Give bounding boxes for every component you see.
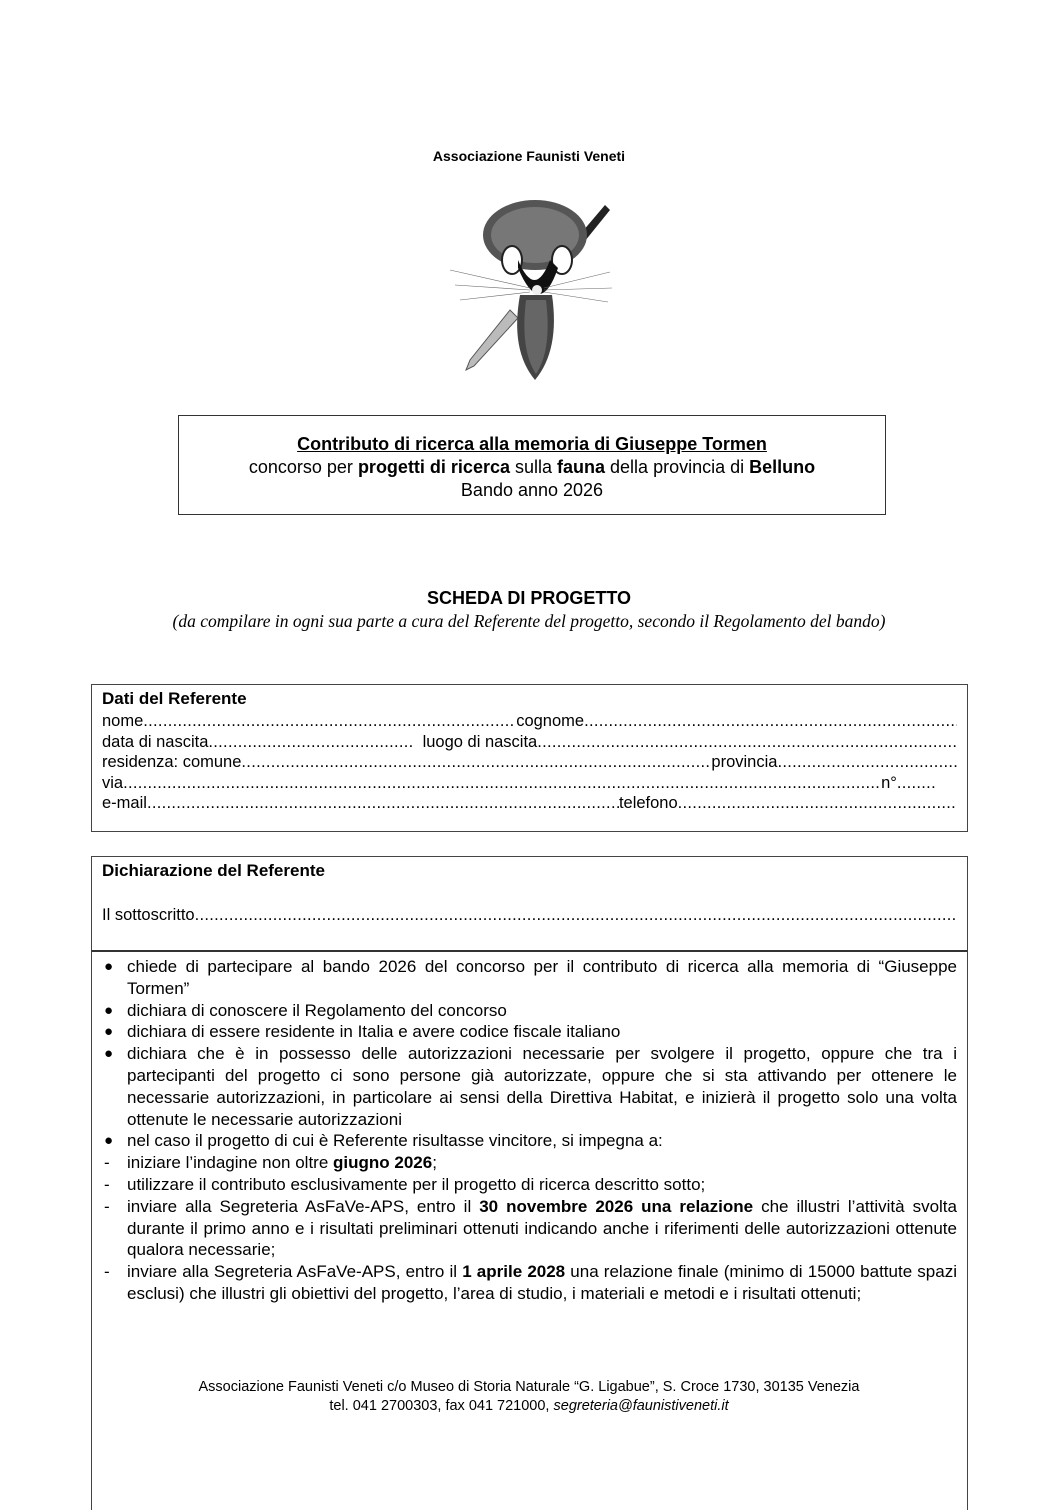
comune-label: residenza: comune xyxy=(102,753,242,771)
list-item xyxy=(102,956,957,1000)
item-text: dichiara di essere residente in Italia e avere codice fiscale italiano xyxy=(127,1022,621,1042)
telefono-label: telefono xyxy=(618,794,678,812)
list-item xyxy=(102,1043,957,1130)
organization-title: Associazione Faunisti Veneti xyxy=(432,148,626,164)
text-part-bold: 30 novembre 2026 una relazione xyxy=(479,1196,754,1216)
numero-label: n° xyxy=(881,773,897,792)
item-text: dichiara di conoscere il Regolamento del concorso xyxy=(127,1000,507,1020)
list-item xyxy=(102,1261,957,1305)
numero-field[interactable] xyxy=(897,773,935,794)
contest-year: Bando anno 2026 xyxy=(460,480,604,500)
telefono-field[interactable] xyxy=(678,793,957,814)
desc-part: concorso per xyxy=(248,457,358,477)
title-box xyxy=(178,415,886,515)
desc-part: sulla xyxy=(509,457,558,477)
list-item xyxy=(102,1174,957,1196)
declarations-list xyxy=(91,950,968,1510)
dash-icon: - xyxy=(104,1196,110,1216)
data-nascita-field[interactable] xyxy=(208,732,413,753)
footer-phone-fax: tel. 041 2700303, fax 041 721000, xyxy=(329,1398,554,1414)
text-part: ; xyxy=(432,1153,437,1173)
dash-icon: - xyxy=(104,1153,110,1173)
email-label: e-mail xyxy=(102,794,147,812)
bullet-icon: ● xyxy=(104,1045,114,1063)
desc-part-bold: progetti di ricerca xyxy=(357,457,510,477)
provincia-label: provincia xyxy=(711,753,778,771)
sottoscritto-label: Il sottoscritto xyxy=(102,906,195,924)
desc-part-bold: fauna xyxy=(557,457,606,477)
bullet-icon: ● xyxy=(104,1023,114,1041)
referente-data-section xyxy=(91,684,968,832)
birth-row xyxy=(102,732,957,753)
item-text: utilizzare il contributo esclusivamente per il progetto di ricerca descritto sotto; xyxy=(127,1174,706,1194)
desc-part: della provincia di xyxy=(605,457,750,477)
list-item xyxy=(102,1152,957,1174)
cognome-label: cognome xyxy=(516,712,585,730)
form-title: SCHEDA DI PROGETTO xyxy=(426,588,632,608)
dormouse-drawing-icon xyxy=(440,190,620,385)
footer-address: Associazione Faunisti Veneti c/o Museo di Storia Naturale “G. Ligabue”, S. Croce 1730, 30135 Venezia xyxy=(198,1379,860,1395)
form-subtitle: (da compilare in ogni sua parte a cura del Referente del progetto, secondo il Regolamento del bando) xyxy=(172,611,886,631)
sottoscritto-field[interactable] xyxy=(195,905,957,926)
footer-contacts xyxy=(0,1397,1058,1416)
page-footer xyxy=(0,1378,1058,1416)
footer-email-link[interactable]: segreteria@faunistiveneti.it xyxy=(553,1398,729,1414)
via-label: via xyxy=(102,773,124,792)
item-text xyxy=(127,1196,957,1261)
item-text xyxy=(127,1152,957,1174)
section-heading: Dati del Referente xyxy=(102,689,247,708)
item-text xyxy=(127,1261,957,1305)
item-text: chiede di partecipare al bando 2026 del concorso per il contributo di ricerca alla memoria di “Giuseppe Tormen” xyxy=(127,957,957,998)
contest-title: Contributo di ricerca alla memoria di Giuseppe Tormen xyxy=(297,434,767,454)
bullet-icon: ● xyxy=(104,1001,114,1019)
data-nascita-label: data di nascita xyxy=(102,732,209,751)
bullet-icon: ● xyxy=(104,1132,114,1150)
text-part: iniziare l’indagine non oltre xyxy=(127,1153,334,1173)
nome-field[interactable] xyxy=(143,711,516,732)
item-text: nel caso il progetto di cui è Referente risultasse vincitore, si impegna a: xyxy=(127,1131,663,1151)
luogo-nascita-label: luogo di nascita xyxy=(413,732,538,751)
bullet-icon: ● xyxy=(104,958,114,975)
list-item xyxy=(102,1021,957,1043)
list-item xyxy=(102,1000,957,1022)
text-part: inviare alla Segreteria AsFaVe-APS, entro il xyxy=(127,1262,463,1282)
list-item xyxy=(102,1196,957,1261)
nome-label: nome xyxy=(102,712,144,730)
section-heading: Dichiarazione del Referente xyxy=(102,861,325,880)
residence-row xyxy=(102,752,957,773)
dash-icon: - xyxy=(104,1262,110,1282)
text-part: inviare alla Segreteria AsFaVe-APS, entro il xyxy=(127,1196,480,1216)
comune-field[interactable] xyxy=(241,752,711,773)
cognome-field[interactable] xyxy=(584,711,957,732)
email-field[interactable] xyxy=(147,793,619,814)
address-row xyxy=(102,773,957,794)
dash-icon: - xyxy=(104,1174,110,1194)
text-part-bold: giugno 2026 xyxy=(333,1153,433,1173)
luogo-nascita-field[interactable] xyxy=(537,732,957,753)
declaration-section xyxy=(91,856,968,951)
contact-row xyxy=(102,793,957,814)
desc-part-bold: Belluno xyxy=(749,457,816,477)
provincia-field[interactable] xyxy=(777,752,957,773)
item-text: dichiara che è in possesso delle autorizzazioni necessarie per svolgere il progetto, oppure che tra i partecipanti del progetto ci sono persone già autorizzate, oppure che si sta attivando per ottenere le necessarie autorizzazioni, in particolare ai sensi della Direttiva Habitat, e inizierà il progetto solo una volta ottenute le necessarie autorizzazioni xyxy=(127,1044,957,1129)
text-part: che illustri l’attività svolta durante il primo anno e i risultati preliminari ottenuti indicando anche i riferimenti delle autorizzazioni ottenute qualora necessarie; xyxy=(127,1196,957,1260)
list-item xyxy=(102,1130,957,1152)
contest-description xyxy=(179,456,885,479)
via-field[interactable] xyxy=(123,773,881,794)
name-row xyxy=(102,711,957,732)
signatory-row xyxy=(102,905,957,926)
text-part-bold: 1 aprile 2028 xyxy=(462,1262,566,1282)
text-part: una relazione finale (minimo di 15000 battute spazi esclusi) che illustri gli obiettivi del progetto, l’area di studio, i materiali e metodi e i risultati ottenuti; xyxy=(127,1262,957,1303)
